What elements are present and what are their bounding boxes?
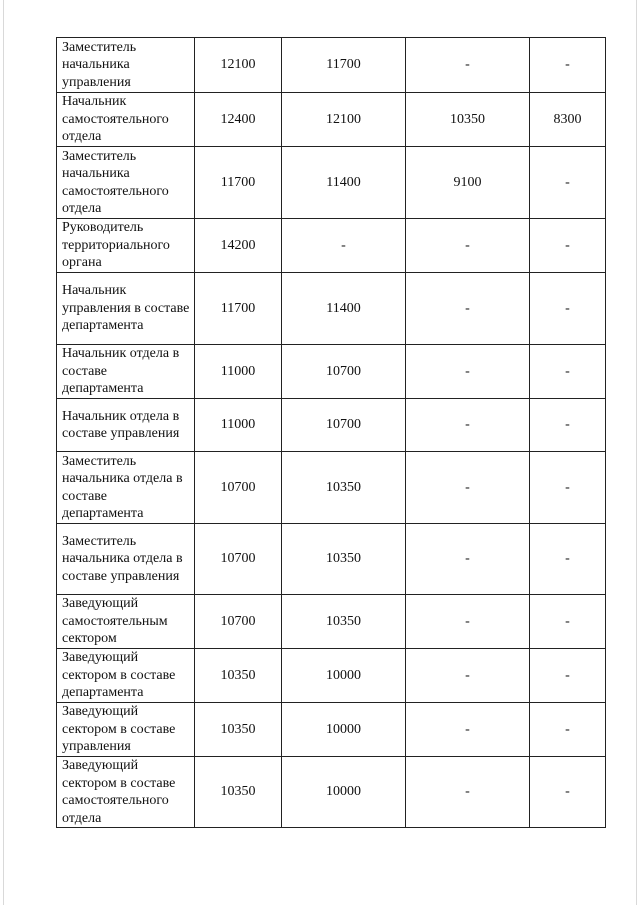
value-cell: 10700 bbox=[195, 595, 282, 649]
value-cell: - bbox=[406, 219, 530, 273]
value-cell: 10700 bbox=[282, 399, 406, 452]
value-cell: - bbox=[530, 649, 606, 703]
value-cell: 10350 bbox=[282, 595, 406, 649]
table-row bbox=[57, 93, 606, 147]
page-edge-right bbox=[636, 0, 637, 905]
table-row bbox=[57, 757, 606, 828]
table-row bbox=[57, 219, 606, 273]
position-cell: Заведующий сектором в составе департамента bbox=[57, 649, 195, 703]
position-cell: Руководитель территориального органа bbox=[57, 219, 195, 273]
value-cell: 11700 bbox=[195, 273, 282, 345]
value-cell: - bbox=[406, 345, 530, 399]
value-cell: 11700 bbox=[195, 147, 282, 219]
value-cell: 11000 bbox=[195, 399, 282, 452]
value-cell: - bbox=[530, 595, 606, 649]
table-row bbox=[57, 703, 606, 757]
value-cell: 9100 bbox=[406, 147, 530, 219]
value-cell: 10350 bbox=[282, 524, 406, 595]
value-cell: 11400 bbox=[282, 273, 406, 345]
value-cell: 11400 bbox=[282, 147, 406, 219]
position-cell: Заведующий сектором в составе самостоятельного отдела bbox=[57, 757, 195, 828]
value-cell: 10350 bbox=[195, 649, 282, 703]
value-cell: 14200 bbox=[195, 219, 282, 273]
table-row bbox=[57, 595, 606, 649]
position-cell: Заведующий сектором в составе управления bbox=[57, 703, 195, 757]
table-row bbox=[57, 452, 606, 524]
table-row bbox=[57, 273, 606, 345]
value-cell: 10000 bbox=[282, 703, 406, 757]
table-row bbox=[57, 649, 606, 703]
value-cell: - bbox=[406, 524, 530, 595]
value-cell: 10700 bbox=[195, 452, 282, 524]
position-cell: Начальник управления в составе департамента bbox=[57, 273, 195, 345]
table-row bbox=[57, 38, 606, 93]
value-cell: - bbox=[530, 38, 606, 93]
value-cell: - bbox=[406, 399, 530, 452]
position-cell: Начальник самостоятельного отдела bbox=[57, 93, 195, 147]
value-cell: 10350 bbox=[195, 703, 282, 757]
value-cell: 12400 bbox=[195, 93, 282, 147]
value-cell: - bbox=[406, 452, 530, 524]
value-cell: 10350 bbox=[195, 757, 282, 828]
value-cell: - bbox=[406, 38, 530, 93]
value-cell: 10350 bbox=[406, 93, 530, 147]
table-row bbox=[57, 399, 606, 452]
position-cell: Заведующий самостоятельным сектором bbox=[57, 595, 195, 649]
value-cell: - bbox=[282, 219, 406, 273]
value-cell: 11700 bbox=[282, 38, 406, 93]
position-cell: Начальник отдела в составе департамента bbox=[57, 345, 195, 399]
value-cell: 10700 bbox=[195, 524, 282, 595]
value-cell: 12100 bbox=[195, 38, 282, 93]
position-cell: Заместитель начальника отдела в составе управления bbox=[57, 524, 195, 595]
value-cell: 10000 bbox=[282, 757, 406, 828]
value-cell: 12100 bbox=[282, 93, 406, 147]
salary-table bbox=[56, 37, 606, 828]
value-cell: - bbox=[530, 345, 606, 399]
position-cell: Заместитель начальника самостоятельного отдела bbox=[57, 147, 195, 219]
page-edge-left bbox=[3, 0, 4, 905]
value-cell: - bbox=[530, 399, 606, 452]
value-cell: - bbox=[406, 273, 530, 345]
value-cell: 10000 bbox=[282, 649, 406, 703]
value-cell: - bbox=[530, 524, 606, 595]
value-cell: - bbox=[406, 757, 530, 828]
position-cell: Заместитель начальника управления bbox=[57, 38, 195, 93]
table-row bbox=[57, 147, 606, 219]
value-cell: 10350 bbox=[282, 452, 406, 524]
value-cell: 10700 bbox=[282, 345, 406, 399]
position-cell: Заместитель начальника отдела в составе департамента bbox=[57, 452, 195, 524]
value-cell: - bbox=[406, 649, 530, 703]
value-cell: - bbox=[406, 703, 530, 757]
value-cell: - bbox=[530, 219, 606, 273]
table-row bbox=[57, 345, 606, 399]
value-cell: - bbox=[530, 273, 606, 345]
value-cell: 8300 bbox=[530, 93, 606, 147]
value-cell: 11000 bbox=[195, 345, 282, 399]
value-cell: - bbox=[530, 757, 606, 828]
value-cell: - bbox=[530, 452, 606, 524]
value-cell: - bbox=[406, 595, 530, 649]
table-row bbox=[57, 524, 606, 595]
value-cell: - bbox=[530, 703, 606, 757]
position-cell: Начальник отдела в составе управления bbox=[57, 399, 195, 452]
value-cell: - bbox=[530, 147, 606, 219]
